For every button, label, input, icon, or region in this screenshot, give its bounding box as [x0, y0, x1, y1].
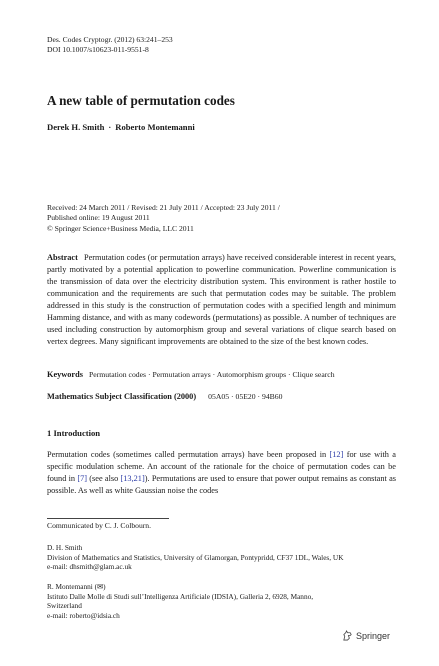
msc-classification — [47, 391, 396, 402]
affiliation-email[interactable]: e-mail: dhsmith@glam.ac.uk — [47, 562, 132, 572]
affiliation-institute: Istituto Dalle Molle di Studi sull’Intelligenza Artificiale (IDSIA), Galleria 2, 6928, Manno, — [47, 591, 314, 601]
abstract-text: Permutation codes (or permutation arrays) have received considerable interest in recent years, partly motivated by a potential application to powerline communication. Powerline communication is the transmission of data over the electricity distribution system. This environment is rather hostile to communication and the requirements are such that permutation codes may be suitable. The problem addressed in this study is the construction of permutation codes with a specified length and minimum Hamming distance, and with as many codewords (permutations) as possible. A number of techniques are used including construction by automorphism group and several variations of clique search based on vertex degrees. Many significant improvements are obtained to the size of the best known codes. — [47, 253, 396, 346]
affiliation-name: R. Montemanni (✉) — [47, 582, 106, 591]
publication-dates — [47, 203, 396, 234]
msc-label: Mathematics Subject Classification (2000) — [47, 392, 197, 401]
springer-horse-icon — [342, 630, 353, 641]
affiliation-smith — [47, 543, 396, 572]
dates-published: Published online: 19 August 2011 — [47, 213, 150, 223]
affiliation-name: D. H. Smith — [47, 543, 83, 552]
author-smith[interactable]: Derek H. Smith — [47, 122, 105, 132]
citation-link-7[interactable]: [7] — [77, 474, 88, 483]
affiliation-department: Division of Mathematics and Statistics, University of Glamorgan, Pontypridd, CF37 1DL, Wales, UK — [47, 552, 344, 562]
affiliation-email[interactable]: e-mail: roberto@idsia.ch — [47, 610, 120, 620]
footnote-divider — [47, 518, 169, 519]
msc-codes: 05A05 · 05E20 · 94B60 — [208, 392, 283, 401]
intro-text-c: (see also — [87, 474, 121, 483]
copyright-line: © Springer Science+Business Media, LLC 2011 — [47, 223, 194, 233]
abstract — [47, 252, 396, 348]
intro-text-b: for use with a specific modulation scheme. An account of the rationale for the choice of permutation codes can be found in — [47, 450, 396, 483]
keywords-label: Keywords — [47, 370, 83, 379]
author-montemanni[interactable]: Roberto Montemanni — [115, 122, 195, 132]
author-separator: · — [108, 122, 112, 132]
affiliation-montemanni — [47, 582, 396, 620]
article-title: A new table of permutation codes — [47, 93, 235, 108]
doi-line: DOI 10.1007/s10623-011-9551-8 — [47, 45, 149, 54]
intro-text-d: ). Permutations are used to ensure that power output remains as constant as possible. As well as white Gaussian noise the codes — [47, 474, 396, 495]
publisher-name: Springer — [356, 630, 391, 641]
publisher-logo — [342, 630, 390, 641]
author-line — [47, 122, 396, 133]
journal-citation: Des. Codes Cryptogr. (2012) 63:241–253 — [47, 35, 173, 44]
abstract-label: Abstract — [47, 253, 78, 262]
communicated-by: Communicated by C. J. Colbourn. — [47, 521, 151, 530]
section-heading: 1 Introduction — [47, 428, 101, 438]
journal-header — [47, 35, 396, 55]
intro-text-a: Permutation codes (sometimes called permutation arrays) have been proposed in — [47, 450, 330, 459]
dates-received: Received: 24 March 2011 / Revised: 21 July 2011 / Accepted: 23 July 2011 / — [47, 203, 280, 212]
keywords-text: Permutation codes · Permutation arrays · Automorphism groups · Clique search — [89, 370, 335, 379]
citation-link-12[interactable]: [12] — [329, 450, 344, 459]
citation-link-13-21[interactable]: [13,21] — [120, 474, 145, 483]
keywords — [47, 369, 396, 380]
affiliation-country: Switzerland — [47, 601, 82, 611]
introduction-paragraph — [47, 449, 396, 497]
